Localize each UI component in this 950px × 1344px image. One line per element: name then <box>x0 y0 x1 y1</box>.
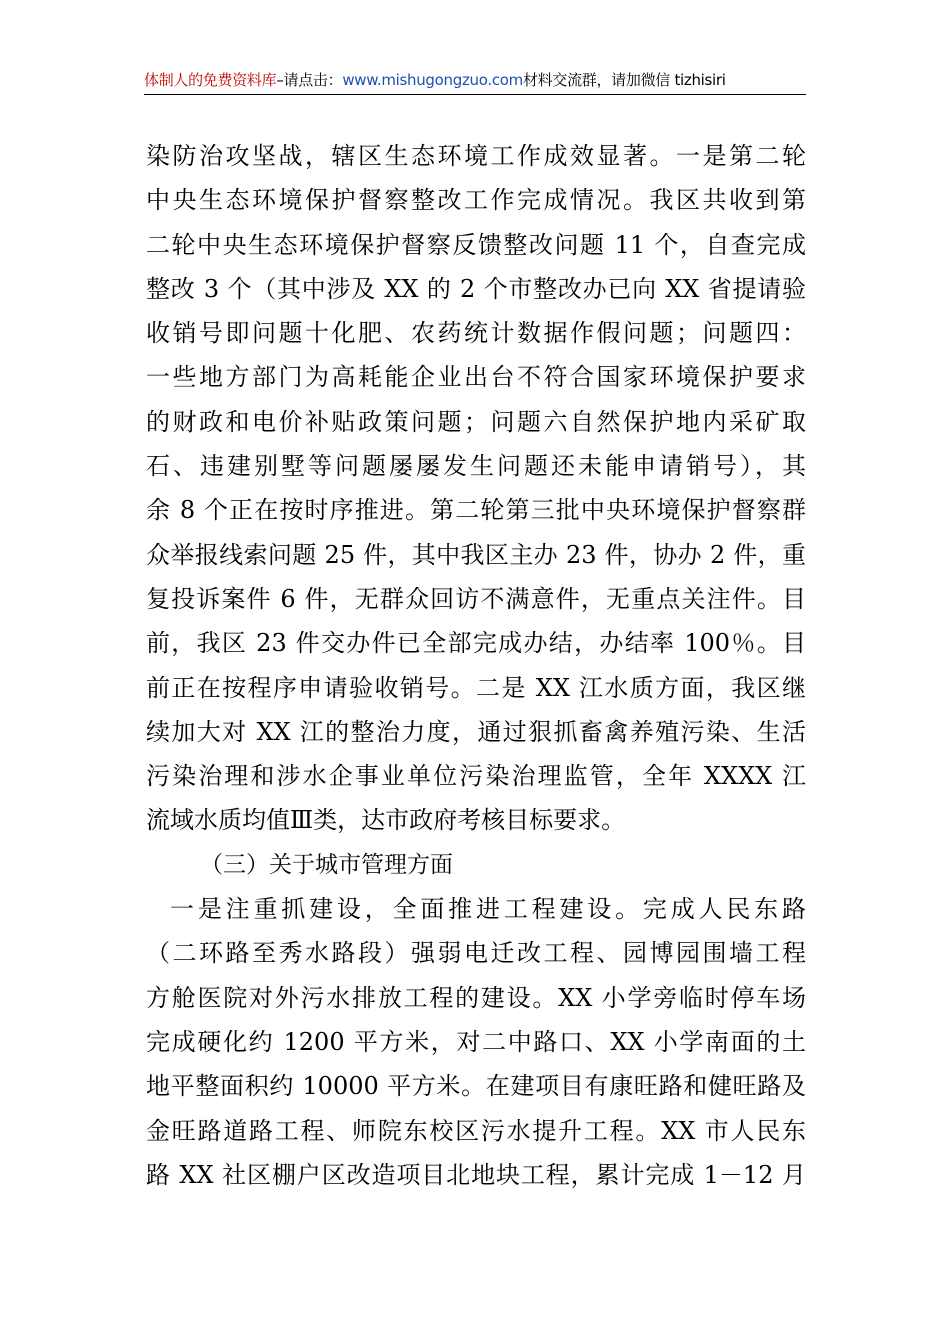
body-line: 的财政和电价补贴政策问题；问题六自然保护地内采矿取 <box>146 407 806 436</box>
section-line: 地平整面积约 10000 平方米。在建项目有康旺路和健旺路及 <box>146 1072 806 1101</box>
body-line: 石、违建别墅等问题屡屡发生问题还未能申请销号），其 <box>146 452 806 481</box>
body-line: 二轮中央生态环境保护督察反馈整改问题 11 个，自查完成 <box>146 230 806 259</box>
header-brand: 体制人的免费资料库 <box>144 71 277 89</box>
section-heading: （三）关于城市管理方面 <box>200 851 453 878</box>
document-body <box>146 134 806 1197</box>
body-line: 流域水质均值Ⅲ类，达市政府考核目标要求。 <box>146 806 626 835</box>
body-line: 一些地方部门为高耗能企业出台不符合国家环境保护要求 <box>146 363 806 392</box>
header-contact: 材料交流群，请加微信 tizhisiri <box>522 71 726 89</box>
body-line: 收销号即问题十化肥、农药统计数据作假问题；问题四： <box>146 319 806 348</box>
body-line: 复投诉案件 6 件，无群众回访不满意件，无重点关注件。目 <box>146 584 806 613</box>
body-line: 前正在按程序申请验收销号。二是 XX 江水质方面，我区继 <box>146 673 806 702</box>
section-line: 方舱医院对外污水排放工程的建设。XX 小学旁临时停车场 <box>146 983 806 1012</box>
body-line: 整改 3 个（其中涉及 XX 的 2 个市整改办已向 XX 省提请验 <box>146 274 806 303</box>
section-line: 金旺路道路工程、师院东校区污水提升工程。XX 市人民东 <box>146 1116 806 1145</box>
body-line: 众举报线索问题 25 件，其中我区主办 23 件，协办 2 件，重 <box>146 540 806 569</box>
body-line: 续加大对 XX 江的整治力度，通过狠抓畜禽养殖污染、生活 <box>146 717 806 746</box>
section-line: 一是注重抓建设，全面推进工程建设。完成人民东路 <box>170 895 806 924</box>
body-line: 中央生态环境保护督察整改工作完成情况。我区共收到第 <box>146 186 806 215</box>
section-line: 完成硬化约 1200 平方米，对二中路口、XX 小学南面的土 <box>146 1027 806 1056</box>
header-url-link[interactable]: www.mishugongzuo.com <box>342 71 523 89</box>
body-line: 余 8 个正在按时序推进。第二轮第三批中央环境保护督察群 <box>146 496 806 525</box>
body-line: 染防治攻坚战，辖区生态环境工作成效显著。一是第二轮 <box>146 142 806 170</box>
body-line: 前，我区 23 件交办件已全部完成办结，办结率 100％。目 <box>146 629 806 658</box>
section-line: 路 XX 社区棚户区改造项目北地块工程，累计完成 1－12 月 <box>146 1160 806 1189</box>
section-line: （二环路至秀水路段）强弱电迁改工程、园博园围墙工程 <box>146 939 806 968</box>
header-separator: –请点击： <box>276 71 343 89</box>
page-header <box>144 68 806 95</box>
body-line: 污染治理和涉水企事业单位污染治理监管，全年 XXXX 江 <box>146 762 806 791</box>
